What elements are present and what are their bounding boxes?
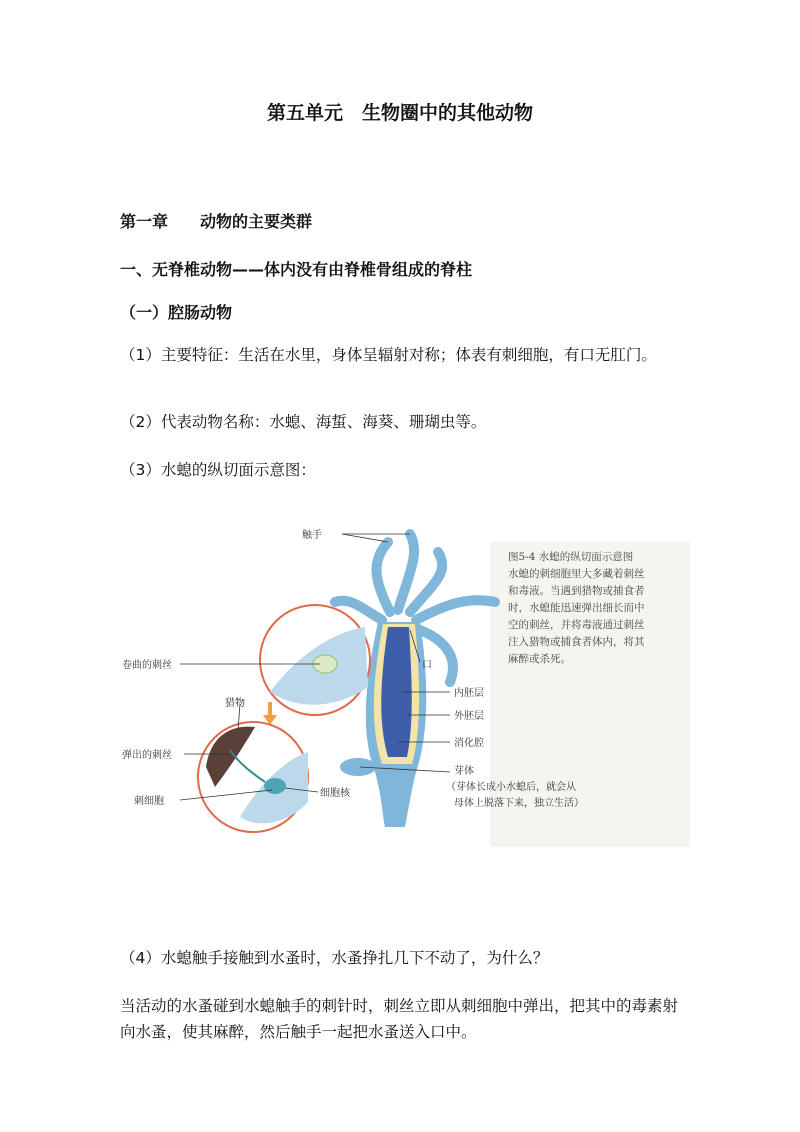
- chapter-title: 第一章 动物的主要类群: [120, 212, 313, 231]
- label-prey: 猎物: [225, 698, 245, 709]
- label-nucleus: 细胞核: [320, 788, 350, 799]
- label-cavity: 消化腔: [454, 738, 484, 749]
- caption-line: 麻醉或杀死。: [508, 653, 571, 665]
- item-question: （4）水螅触手接触到水蚤时，水蚤挣扎几下不动了，为什么？: [120, 949, 549, 967]
- bud: [340, 758, 376, 776]
- label-ectoderm: 外胚层: [454, 711, 484, 722]
- caption-line: 注入猎物或捕食者体内，将其: [508, 636, 645, 648]
- caption-line: 和毒液。当遇到猎物或捕食者: [508, 585, 645, 597]
- label-bud-note-2: 母体上脱落下来，独立生活）: [454, 798, 584, 809]
- caption-line: 时，水螅能迅速弹出细长而中: [508, 602, 645, 614]
- hydra-diagram: [120, 512, 690, 852]
- hydra-section-figure: [120, 512, 690, 852]
- label-bud: 芽体: [454, 766, 474, 777]
- caption-line: 水螅的刺细胞里大多藏着刺丝: [508, 568, 645, 580]
- item-representatives: （2）代表动物名称：水螅、海蜇、海葵、珊瑚虫等。: [120, 413, 487, 431]
- unit-title: 第五单元 生物圈中的其他动物: [266, 102, 533, 124]
- answer-text: 当活动的水蚤碰到水螅触手的刺针时，刺丝立即从刺细胞中弹出，把其中的毒素射向水蚤，使其麻醉，然后触手一起把水蚤送入口中。: [120, 997, 679, 1041]
- caption-line: 空的刺丝，并将毒液通过刺丝: [508, 619, 645, 631]
- label-coiled-thread: 卷曲的刺丝: [122, 660, 172, 671]
- label-cnidocyte: 刺细胞: [134, 796, 164, 807]
- label-fired-thread: 弹出的刺丝: [122, 750, 172, 761]
- figure-caption: [508, 550, 645, 665]
- item-figure-intro: （3）水螅的纵切面示意图：: [120, 461, 316, 479]
- item-characteristics: （1）主要特征：生活在水里，身体呈辐射对称；体表有刺细胞，有口无肛门。: [120, 346, 657, 364]
- label-endoderm: 内胚层: [454, 688, 484, 699]
- label-tentacle: 触手: [302, 530, 322, 541]
- caption-line: 图5-4 水螅的纵切面示意图: [508, 551, 634, 563]
- cnidocyte-cell: [264, 778, 286, 794]
- label-bud-note-1: （芽体长成小水螅后，就会从: [446, 782, 576, 793]
- subsection-title: （一）腔肠动物: [120, 303, 233, 322]
- label-mouth: 口: [422, 660, 432, 671]
- section-title: 一、无脊椎动物——体内没有由脊椎骨组成的脊柱: [120, 260, 473, 279]
